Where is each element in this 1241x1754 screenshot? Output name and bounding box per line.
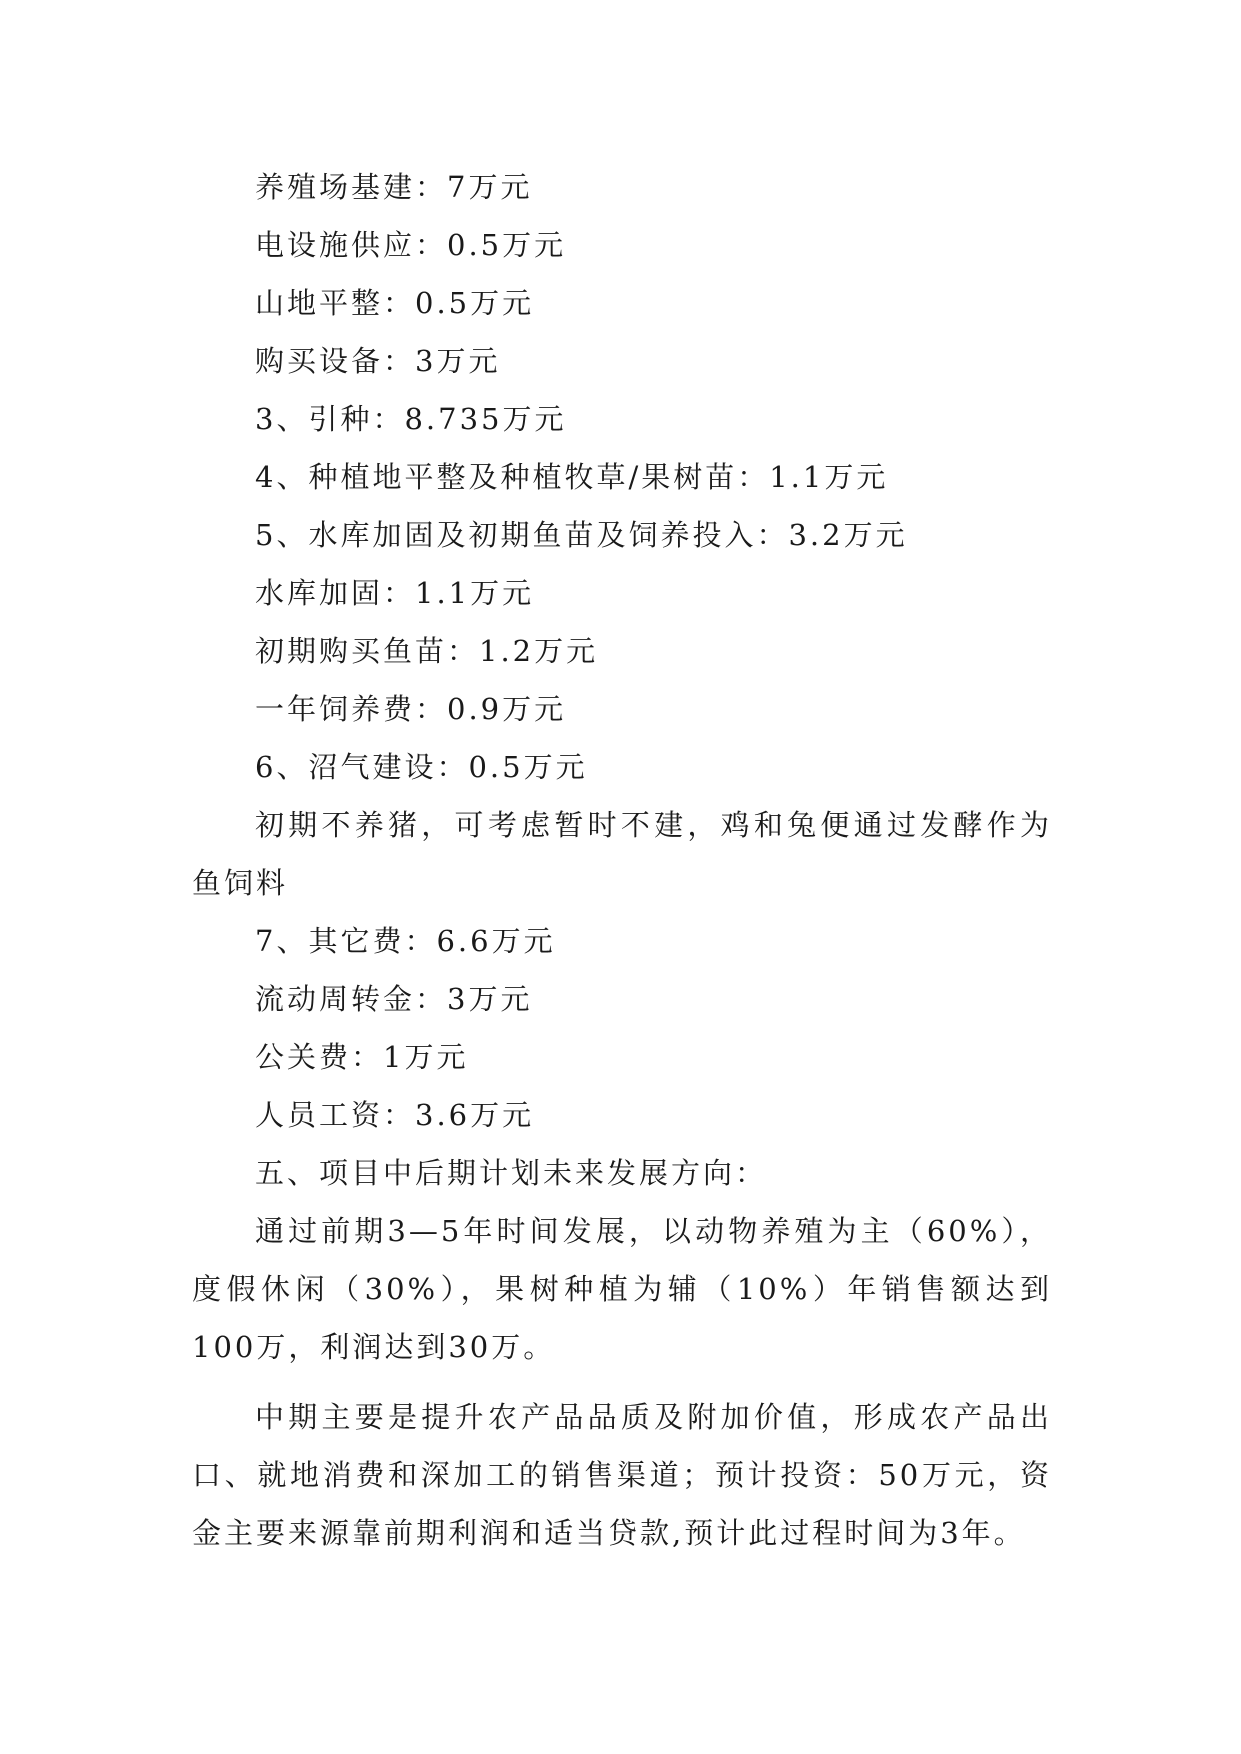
paragraph-midterm-plan: 中期主要是提升农产品品质及附加价值，形成农产品出口、就地消费和深加工的销售渠道；预计投资：50万元，资金主要来源靠前期利润和适当贷款,预计此过程时间为3年。 xyxy=(192,1400,1052,1550)
line-reservoir-fish: 5、水库加固及初期鱼苗及饲养投入：3.2万元 xyxy=(255,518,908,552)
line-fish-fry: 初期购买鱼苗：1.2万元 xyxy=(255,634,599,668)
line-equipment: 购买设备：3万元 xyxy=(255,344,501,378)
paragraph-biogas-note: 初期不养猪，可考虑暂时不建，鸡和兔便通过发酵作为鱼饲料 xyxy=(192,808,1052,900)
paragraph-future-plan: 通过前期3—5年时间发展，以动物养殖为主（60%），度假休闲（30%），果树种植为辅（10%）年销售额达到100万，利润达到30万。 xyxy=(192,1214,1052,1364)
section-heading-future: 五、项目中后期计划未来发展方向： xyxy=(255,1156,768,1190)
document-body xyxy=(192,158,1052,1562)
line-working-capital: 流动周转金：3万元 xyxy=(255,982,533,1016)
line-pr-cost: 公关费：1万元 xyxy=(255,1040,469,1074)
line-land-leveling: 山地平整：0.5万元 xyxy=(255,286,535,320)
line-feeding-cost: 一年饲养费：0.9万元 xyxy=(255,692,567,726)
line-other-costs: 7、其它费：6.6万元 xyxy=(255,924,556,958)
line-biogas: 6、沼气建设：0.5万元 xyxy=(255,750,588,784)
line-reservoir-reinforce: 水库加固：1.1万元 xyxy=(255,576,535,610)
line-farm-construction: 养殖场基建：7万元 xyxy=(255,170,533,204)
line-breeding-stock: 3、引种：8.735万元 xyxy=(255,402,567,436)
line-salaries: 人员工资：3.6万元 xyxy=(255,1098,535,1132)
line-planting: 4、种植地平整及种植牧草/果树苗：1.1万元 xyxy=(255,460,889,494)
line-electric-supply: 电设施供应：0.5万元 xyxy=(255,228,567,262)
